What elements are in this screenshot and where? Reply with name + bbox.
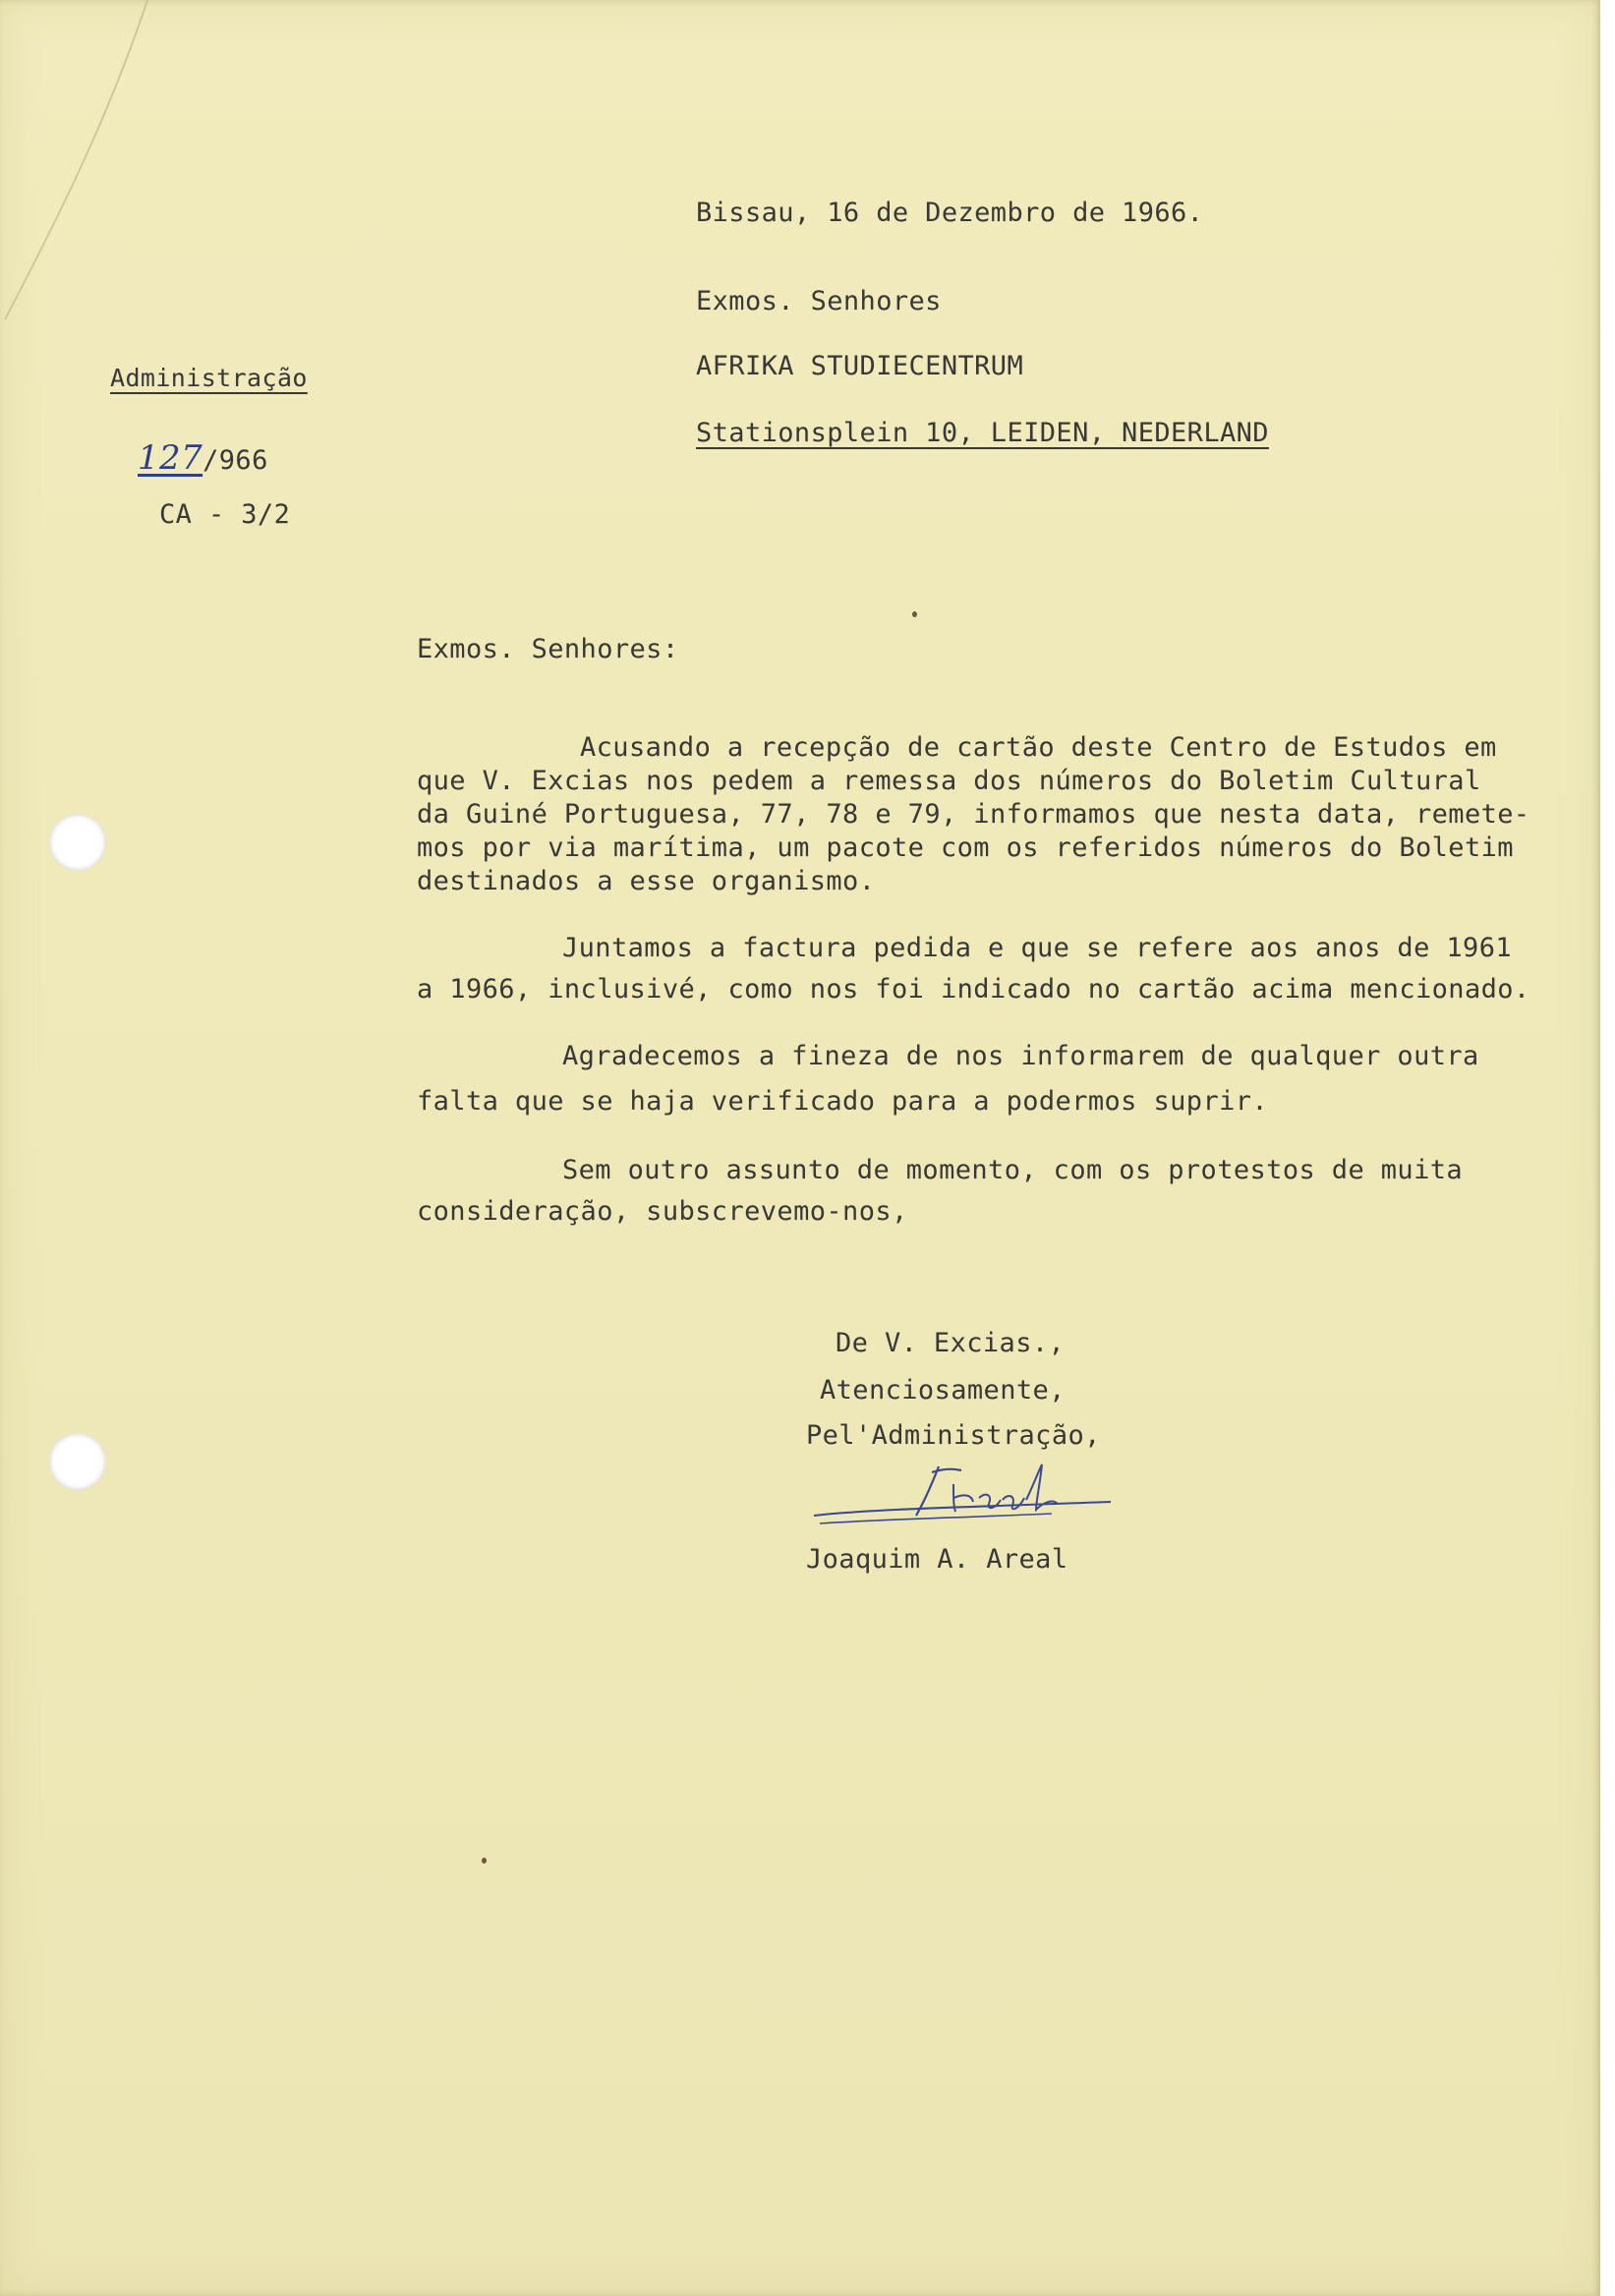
ink-speck [912,611,917,617]
date-line: Bissau, 16 de Dezembro de 1966. [696,198,1204,228]
recipient-greeting: Exmos. Senhores [696,286,942,316]
paragraph-line: Acusando a recepção de cartão deste Centro de Estudos em [580,732,1497,763]
paragraph-line: a 1966, inclusivé, como nos foi indicado no cartão acima mencionado. [417,974,1530,1004]
paragraph-line: mos por via marítima, um pacote com os referidos números do Boletim [417,832,1514,863]
department-label: Administração [110,364,308,392]
handwritten-signature [806,1455,1121,1543]
closing-line-2: Atenciosamente, [820,1375,1066,1406]
paragraph-line: da Guiné Portuguesa, 77, 78 e 79, informamos que nesta data, remete- [417,799,1530,830]
paragraph-line: falta que se haja verificado para a podermos suprir. [417,1086,1269,1117]
reference-number-handwritten: 127 [138,438,203,478]
ink-speck [482,1858,487,1864]
recipient-name: AFRIKA STUDIECENTRUM [696,351,1024,381]
punch-hole-top [49,814,106,871]
reference-code: CA - 3/2 [159,499,291,530]
background-margin [1600,0,1615,2296]
closing-line-3: Pel'Administração, [806,1420,1101,1451]
reference-number-year: /966 [202,445,268,476]
paragraph-line: Juntamos a factura pedida e que se refere aos anos de 1961 [562,933,1513,963]
salutation: Exmos. Senhores: [417,634,679,664]
paragraph-line: consideração, subscrevemo-nos, [417,1196,908,1227]
paragraph-line: Sem outro assunto de momento, com os protestos de muita [562,1155,1464,1185]
paragraph-line: Agradecemos a fineza de nos informarem de qualquer outra [562,1041,1479,1071]
paper-fold-crease [0,0,167,324]
paragraph-line: que V. Excias nos pedem a remessa dos números do Boletim Cultural [417,766,1481,796]
recipient-address: Stationsplein 10, LEIDEN, NEDERLAND [696,418,1269,448]
reference-number [138,438,268,478]
signer-name: Joaquim A. Areal [806,1544,1068,1575]
closing-line-1: De V. Excias., [836,1328,1066,1358]
paragraph-line: destinados a esse organismo. [417,866,876,896]
punch-hole-bottom [49,1433,106,1490]
